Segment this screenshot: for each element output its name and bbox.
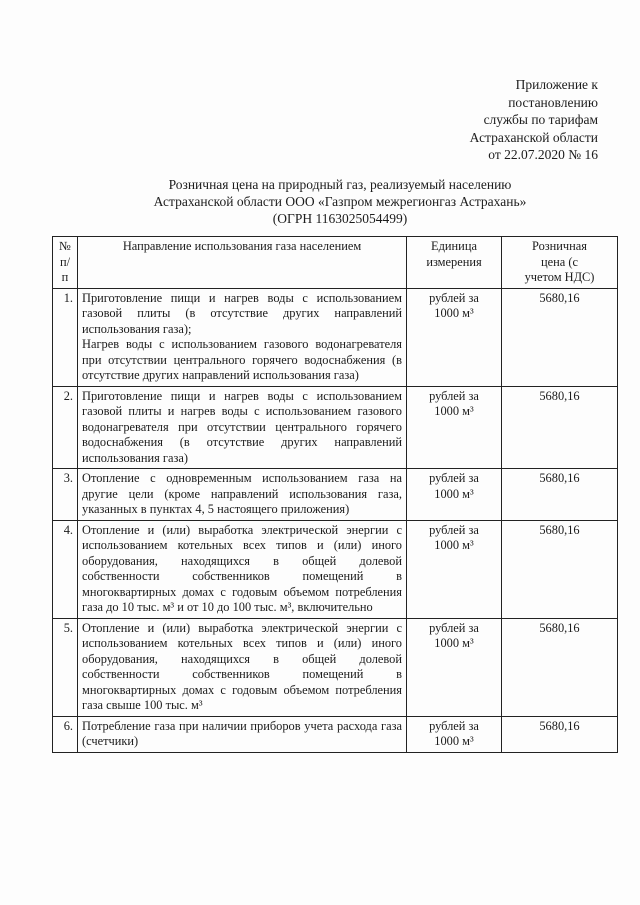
row-direction-text: Приготовление пищи и нагрев воды с использованием газовой плиты (в отсутствие других направлений использования газа);	[82, 290, 402, 336]
row-price: 5680,16	[502, 716, 618, 752]
row-unit-line: 1000 м³	[434, 404, 474, 418]
row-unit	[407, 618, 502, 716]
table-row	[53, 386, 618, 469]
row-price: 5680,16	[502, 520, 618, 618]
row-unit-line: рублей за	[429, 718, 479, 733]
row-number: 6.	[53, 716, 78, 752]
header-price-line: учетом НДС)	[524, 270, 595, 284]
row-unit-line: 1000 м³	[434, 306, 474, 320]
header-price-line: цена (с	[541, 254, 578, 269]
header-unit-line: Единица	[431, 239, 477, 253]
row-unit-line: рублей за	[429, 388, 479, 403]
document-title	[60, 176, 620, 227]
title-line: Розничная цена на природный газ, реализуемый населению	[168, 177, 512, 192]
row-unit	[407, 520, 502, 618]
table-row	[53, 469, 618, 521]
row-unit-line: 1000 м³	[434, 734, 474, 748]
appendix-line: Астраханской области	[469, 129, 598, 145]
row-number: 3.	[53, 469, 78, 521]
row-price: 5680,16	[502, 469, 618, 521]
table-row	[53, 288, 618, 386]
row-unit-line: 1000 м³	[434, 538, 474, 552]
row-unit-line: рублей за	[429, 471, 479, 485]
row-unit	[407, 716, 502, 752]
row-direction	[78, 520, 407, 618]
appendix-line: от 22.07.2020 № 16	[488, 147, 598, 162]
table-row	[53, 618, 618, 716]
header-num-line: п/п	[59, 254, 71, 284]
row-direction-text: Потребление газа при наличии приборов учета расхода газа (счетчики)	[82, 718, 402, 748]
appendix-line: службы по тарифам	[483, 112, 598, 127]
row-price: 5680,16	[502, 288, 618, 386]
header-direction: Направление использования газа населением	[78, 237, 407, 289]
header-price	[502, 237, 618, 289]
row-price: 5680,16	[502, 386, 618, 469]
row-direction-text: Отопление и (или) выработка электрической энергии с использованием котельных всех типов и (или) иного оборудования, находящихся в общей долевой собственности собственников помещений в многоквартирных домах с годовым объемом потребления газа до 10 тыс. м³ и от 10 до 100 тыс. м³, включительно	[82, 522, 402, 614]
title-line: (ОГРН 1163025054499)	[272, 211, 408, 226]
row-direction	[78, 716, 407, 752]
row-unit-line: 1000 м³	[434, 636, 474, 650]
table-row	[53, 520, 618, 618]
appendix-line: Приложение к	[515, 77, 598, 92]
row-direction-text: Отопление с одновременным использованием газа на другие цели (кроме направлений использования газа, указанных в пунктах 4, 5 настоящего приложения)	[82, 471, 402, 516]
row-unit-line: рублей за	[429, 522, 479, 537]
header-price-line: Розничная	[532, 239, 587, 253]
row-unit	[407, 288, 502, 386]
appendix-block	[378, 76, 598, 164]
row-unit	[407, 469, 502, 521]
header-num-line: №	[59, 239, 71, 253]
row-direction	[78, 386, 407, 469]
row-direction	[78, 469, 407, 521]
header-unit-line: измерения	[426, 254, 482, 269]
row-unit-line: 1000 м³	[434, 486, 474, 501]
title-line: Астраханской области ООО «Газпром межрегионгаз Астрахань»	[153, 194, 527, 209]
table-row	[53, 716, 618, 752]
row-unit-line: рублей за	[429, 290, 479, 305]
row-direction-text: Нагрев воды с использованием газового водонагревателя при отсутствии центрального горячего водоснабжения (в отсутствие других направлений использования газа)	[82, 337, 402, 382]
row-direction	[78, 618, 407, 716]
header-num	[53, 237, 78, 289]
price-table	[52, 236, 618, 753]
row-unit	[407, 386, 502, 469]
row-direction-text: Отопление и (или) выработка электрической энергии с использованием котельных всех типов и (или) иного оборудования, находящихся в общей долевой собственности собственников помещений в многоквартирных домах с годовым объемом потребления газа свыше 100 тыс. м³	[82, 620, 402, 712]
row-number: 4.	[53, 520, 78, 618]
row-number: 2.	[53, 386, 78, 469]
row-price: 5680,16	[502, 618, 618, 716]
row-number: 1.	[53, 288, 78, 386]
row-direction-text: Приготовление пищи и нагрев воды с использованием газовой плиты и нагрев воды с использованием газового водонагревателя при отсутствии центрального горячего водоснабжения (в отсутствие других направлений использования газа)	[82, 388, 402, 465]
table-header-row	[53, 237, 618, 289]
row-direction	[78, 288, 407, 386]
header-unit	[407, 237, 502, 289]
row-number: 5.	[53, 618, 78, 716]
row-unit-line: рублей за	[429, 620, 479, 635]
appendix-line: постановлению	[508, 94, 598, 110]
